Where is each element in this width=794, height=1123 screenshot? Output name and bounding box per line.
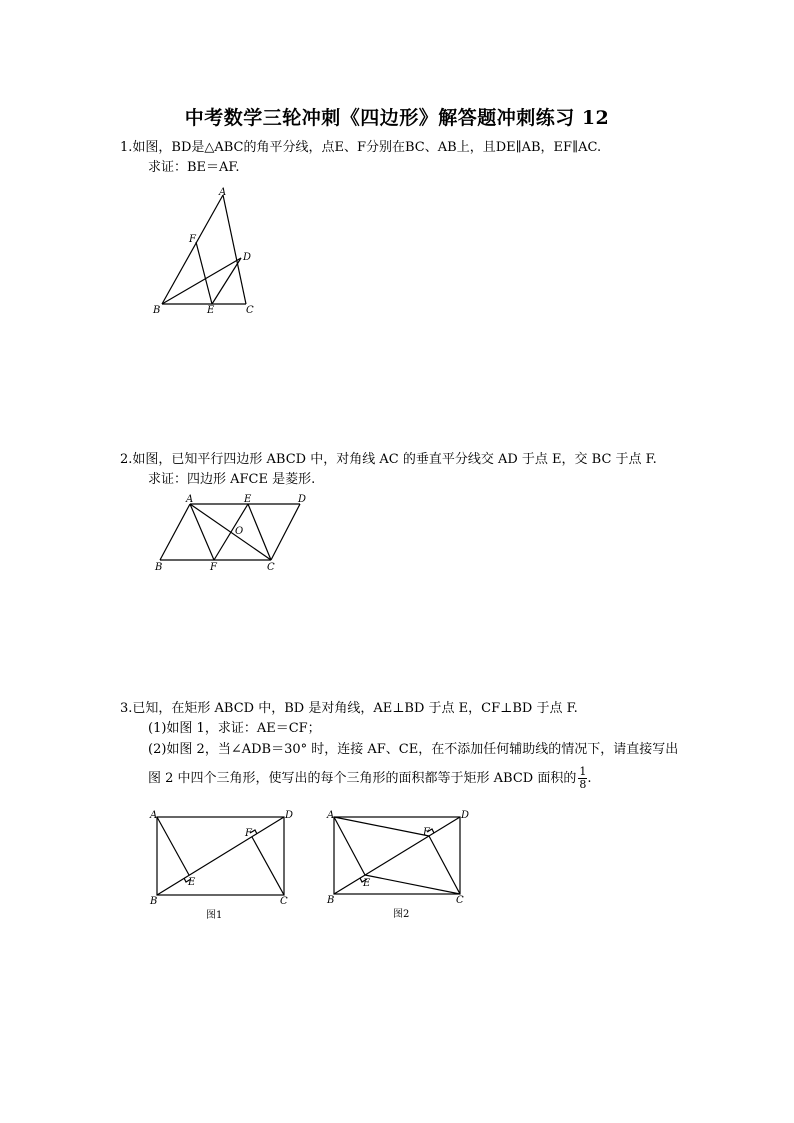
problem-2-statement: 2.如图，已知平行四边形 ABCD 中，对角线 AC 的垂直平分线交 AD 于点 E，交 BC 于点 F. xyxy=(120,452,657,467)
fraction-numerator: 1 xyxy=(579,765,587,778)
label-d: D xyxy=(285,810,294,821)
segment-bd xyxy=(157,817,284,895)
segment-dc xyxy=(271,504,300,560)
label-d: D xyxy=(243,252,252,263)
problem-3-part3-end: . xyxy=(587,771,592,786)
label-c: C xyxy=(456,895,464,906)
problem-3-part1: (1)如图 1，求证：AE＝CF； xyxy=(148,721,321,736)
label-d: D xyxy=(298,494,307,505)
segment-ac xyxy=(223,195,246,304)
segment-cf xyxy=(429,836,460,894)
segment-ab xyxy=(160,504,190,560)
segment-af xyxy=(334,817,429,836)
problem-3-statement: 3.已知，在矩形 ABCD 中，BD 是对角线，AE⊥BD 于点 E，CF⊥BD 于点 F. xyxy=(120,701,578,716)
label-c: C xyxy=(246,305,254,316)
figure-1-caption: 图1 xyxy=(206,910,223,921)
label-e: E xyxy=(363,878,371,889)
label-a: A xyxy=(219,187,227,198)
label-f: F xyxy=(189,234,196,245)
segment-ce xyxy=(365,875,460,894)
problem-3-part3 xyxy=(148,766,592,792)
label-b: B xyxy=(153,305,161,316)
segment-ae xyxy=(157,817,189,875)
problem-1-proof: 求证：BE＝AF. xyxy=(148,160,240,175)
problem-3-part2: (2)如图 2，当∠ADB＝30° 时，连接 AF、CE，在不添加任何辅助线的情况下，请直接写出 xyxy=(148,742,679,757)
segment-ef xyxy=(196,242,212,304)
segment-bd xyxy=(334,817,460,894)
label-d: D xyxy=(461,810,470,821)
label-c: C xyxy=(267,562,275,573)
label-b: B xyxy=(327,895,335,906)
label-f: F xyxy=(423,827,430,838)
label-f: F xyxy=(210,562,217,573)
label-a: A xyxy=(150,810,158,821)
figure-rectangle-1 xyxy=(148,806,298,924)
label-a: A xyxy=(186,494,194,505)
label-c: C xyxy=(280,896,288,907)
label-e: E xyxy=(207,305,215,316)
figure-rectangle-2 xyxy=(322,806,472,924)
problem-3-part3-text: 图 2 中四个三角形，使写出的每个三角形的面积都等于矩形 ABCD 面积的 xyxy=(148,771,577,786)
segment-de xyxy=(212,258,241,304)
figure-2-caption: 图2 xyxy=(393,909,410,920)
label-o: O xyxy=(235,526,244,537)
label-b: B xyxy=(150,896,158,907)
label-e: E xyxy=(188,877,196,888)
label-a: A xyxy=(327,810,335,821)
problem-2-proof: 求证：四边形 AFCE 是菱形. xyxy=(148,472,316,487)
label-b: B xyxy=(155,562,163,573)
segment-cf xyxy=(252,837,284,895)
fraction-denominator: 8 xyxy=(579,778,587,791)
problem-1-statement: 1.如图，BD是△ABC的角平分线，点E、F分别在BC、AB上，且DE∥AB，EF∥AC. xyxy=(120,140,602,155)
fraction-one-eighth xyxy=(578,766,587,791)
segment-ab xyxy=(162,195,223,304)
label-f: F xyxy=(245,828,252,839)
segment-ae xyxy=(334,817,365,875)
page-title: 中考数学三轮冲刺《四边形》解答题冲刺练习 12 xyxy=(184,107,610,129)
figure-parallelogram-abcd xyxy=(152,491,312,573)
label-e: E xyxy=(244,494,252,505)
figure-triangle-abc xyxy=(148,186,268,318)
